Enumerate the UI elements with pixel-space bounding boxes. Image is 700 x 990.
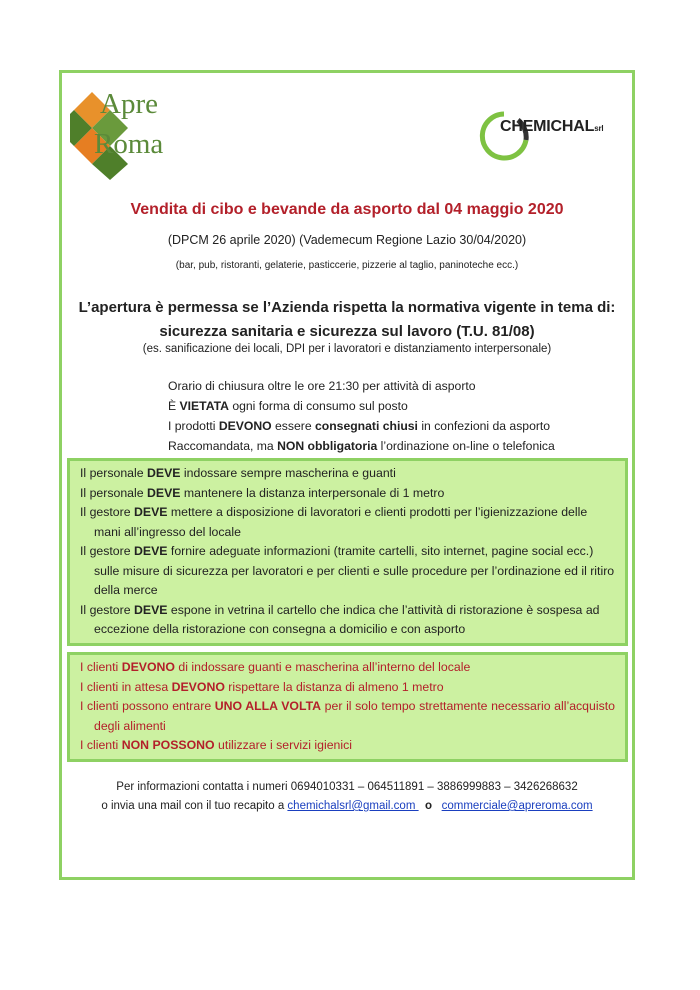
client-rule-no-toilets: I clienti NON POSSONO utilizzare i servizi igienici [80,738,352,752]
opening-conditions-line2: sicurezza sanitaria e sicurezza sul lavoro (T.U. 81/08) [159,323,535,340]
opening-conditions [62,296,632,344]
staff-rules-box [67,458,628,646]
manager-rule-sanitizer: Il gestore DEVE mettere a disposizione di lavoratori e clienti prodotti per l’igienizzazione delle mani all’ingresso del locale [80,505,588,539]
client-rule-one-at-a-time: I clienti possono entrare UNO ALLA VOLTA per il solo tempo strettamente necessario all’acquisto degli alimenti [80,699,615,733]
contact-phones: Per informazioni contatta i numeri 0694010331 – 064511891 – 3886999883 – 3426268632 [116,781,578,793]
manager-rule-window-sign: Il gestore DEVE espone in vetrina il cartello che indica che l’attività di ristorazione è sospesa ad eccezione della ristorazione con consegna a domicilio e con asporto [80,602,600,636]
apre-roma-logo [70,84,190,180]
apre-logo-word: Apre [100,88,158,120]
staff-rule-mask: Il personale DEVE indossare sempre mascherina e guanti [80,466,396,480]
chemichal-name: CHEMICHAL [500,118,595,135]
chemichal-suffix: srl [594,124,604,133]
page-title: Vendita di cibo e bevande da asporto dal 04 maggio 2020 [130,201,564,218]
rule-no-consumption: È VIETATA ogni forma di consumo sul posto [168,399,408,413]
email-link-apreroma[interactable]: commerciale@apreroma.com [441,800,593,812]
chemichal-logo-text [500,118,603,136]
rule-closing-time: Orario di chiusura oltre le ore 21:30 per attività di asporto [168,379,476,393]
client-rule-distance: I clienti in attesa DEVONO rispettare la distanza di almeno 1 metro [80,679,444,694]
opening-conditions-note: (es. sanificazione dei locali, DPI per i lavoratori e distanziamento interpersonale) [142,343,552,355]
client-rule-mask: I clienti DEVONO di indossare guanti e mascherina all’interno del locale [80,660,471,674]
business-types: (bar, pub, ristoranti, gelaterie, pasticcerie, pizzerie al taglio, paninoteche ecc.) [175,260,519,271]
rule-online-ordering: Raccomandata, ma NON obbligatoria l’ordinazione on-line o telefonica [168,439,555,453]
general-rules-list [168,376,555,456]
email-link-chemichal[interactable]: chemichalsrl@gmail.com [287,800,419,812]
contact-emails [62,797,632,816]
rule-closed-packaging: I prodotti DEVONO essere consegnati chiusi in confezioni da asporto [168,419,551,433]
staff-rule-distance: Il personale DEVE mantenere la distanza interpersonale di 1 metro [80,485,445,500]
regulation-reference: (DPCM 26 aprile 2020) (Vademecum Regione Lazio 30/04/2020) [167,233,527,247]
contact-email-prefix: o invia una mail con il tuo recapito a [101,800,288,812]
email-separator: o [418,800,442,812]
chemichal-ring-icon [478,108,618,164]
roma-logo-word: Roma [94,128,164,160]
client-rules-box [67,652,628,762]
manager-rule-information: Il gestore DEVE fornire adeguate informazioni (tramite cartelli, sito internet, pagine social ecc.) sulle misure di sicurezza per lavoratori e per clienti e sulle procedure per l’ordinazione ed il ritiro della merce [80,544,615,597]
contact-footer [62,778,632,816]
opening-conditions-line1: L’apertura è permessa se l’Azienda rispetta la normativa vigente in tema di: [78,299,616,316]
chemichal-logo [478,108,618,164]
